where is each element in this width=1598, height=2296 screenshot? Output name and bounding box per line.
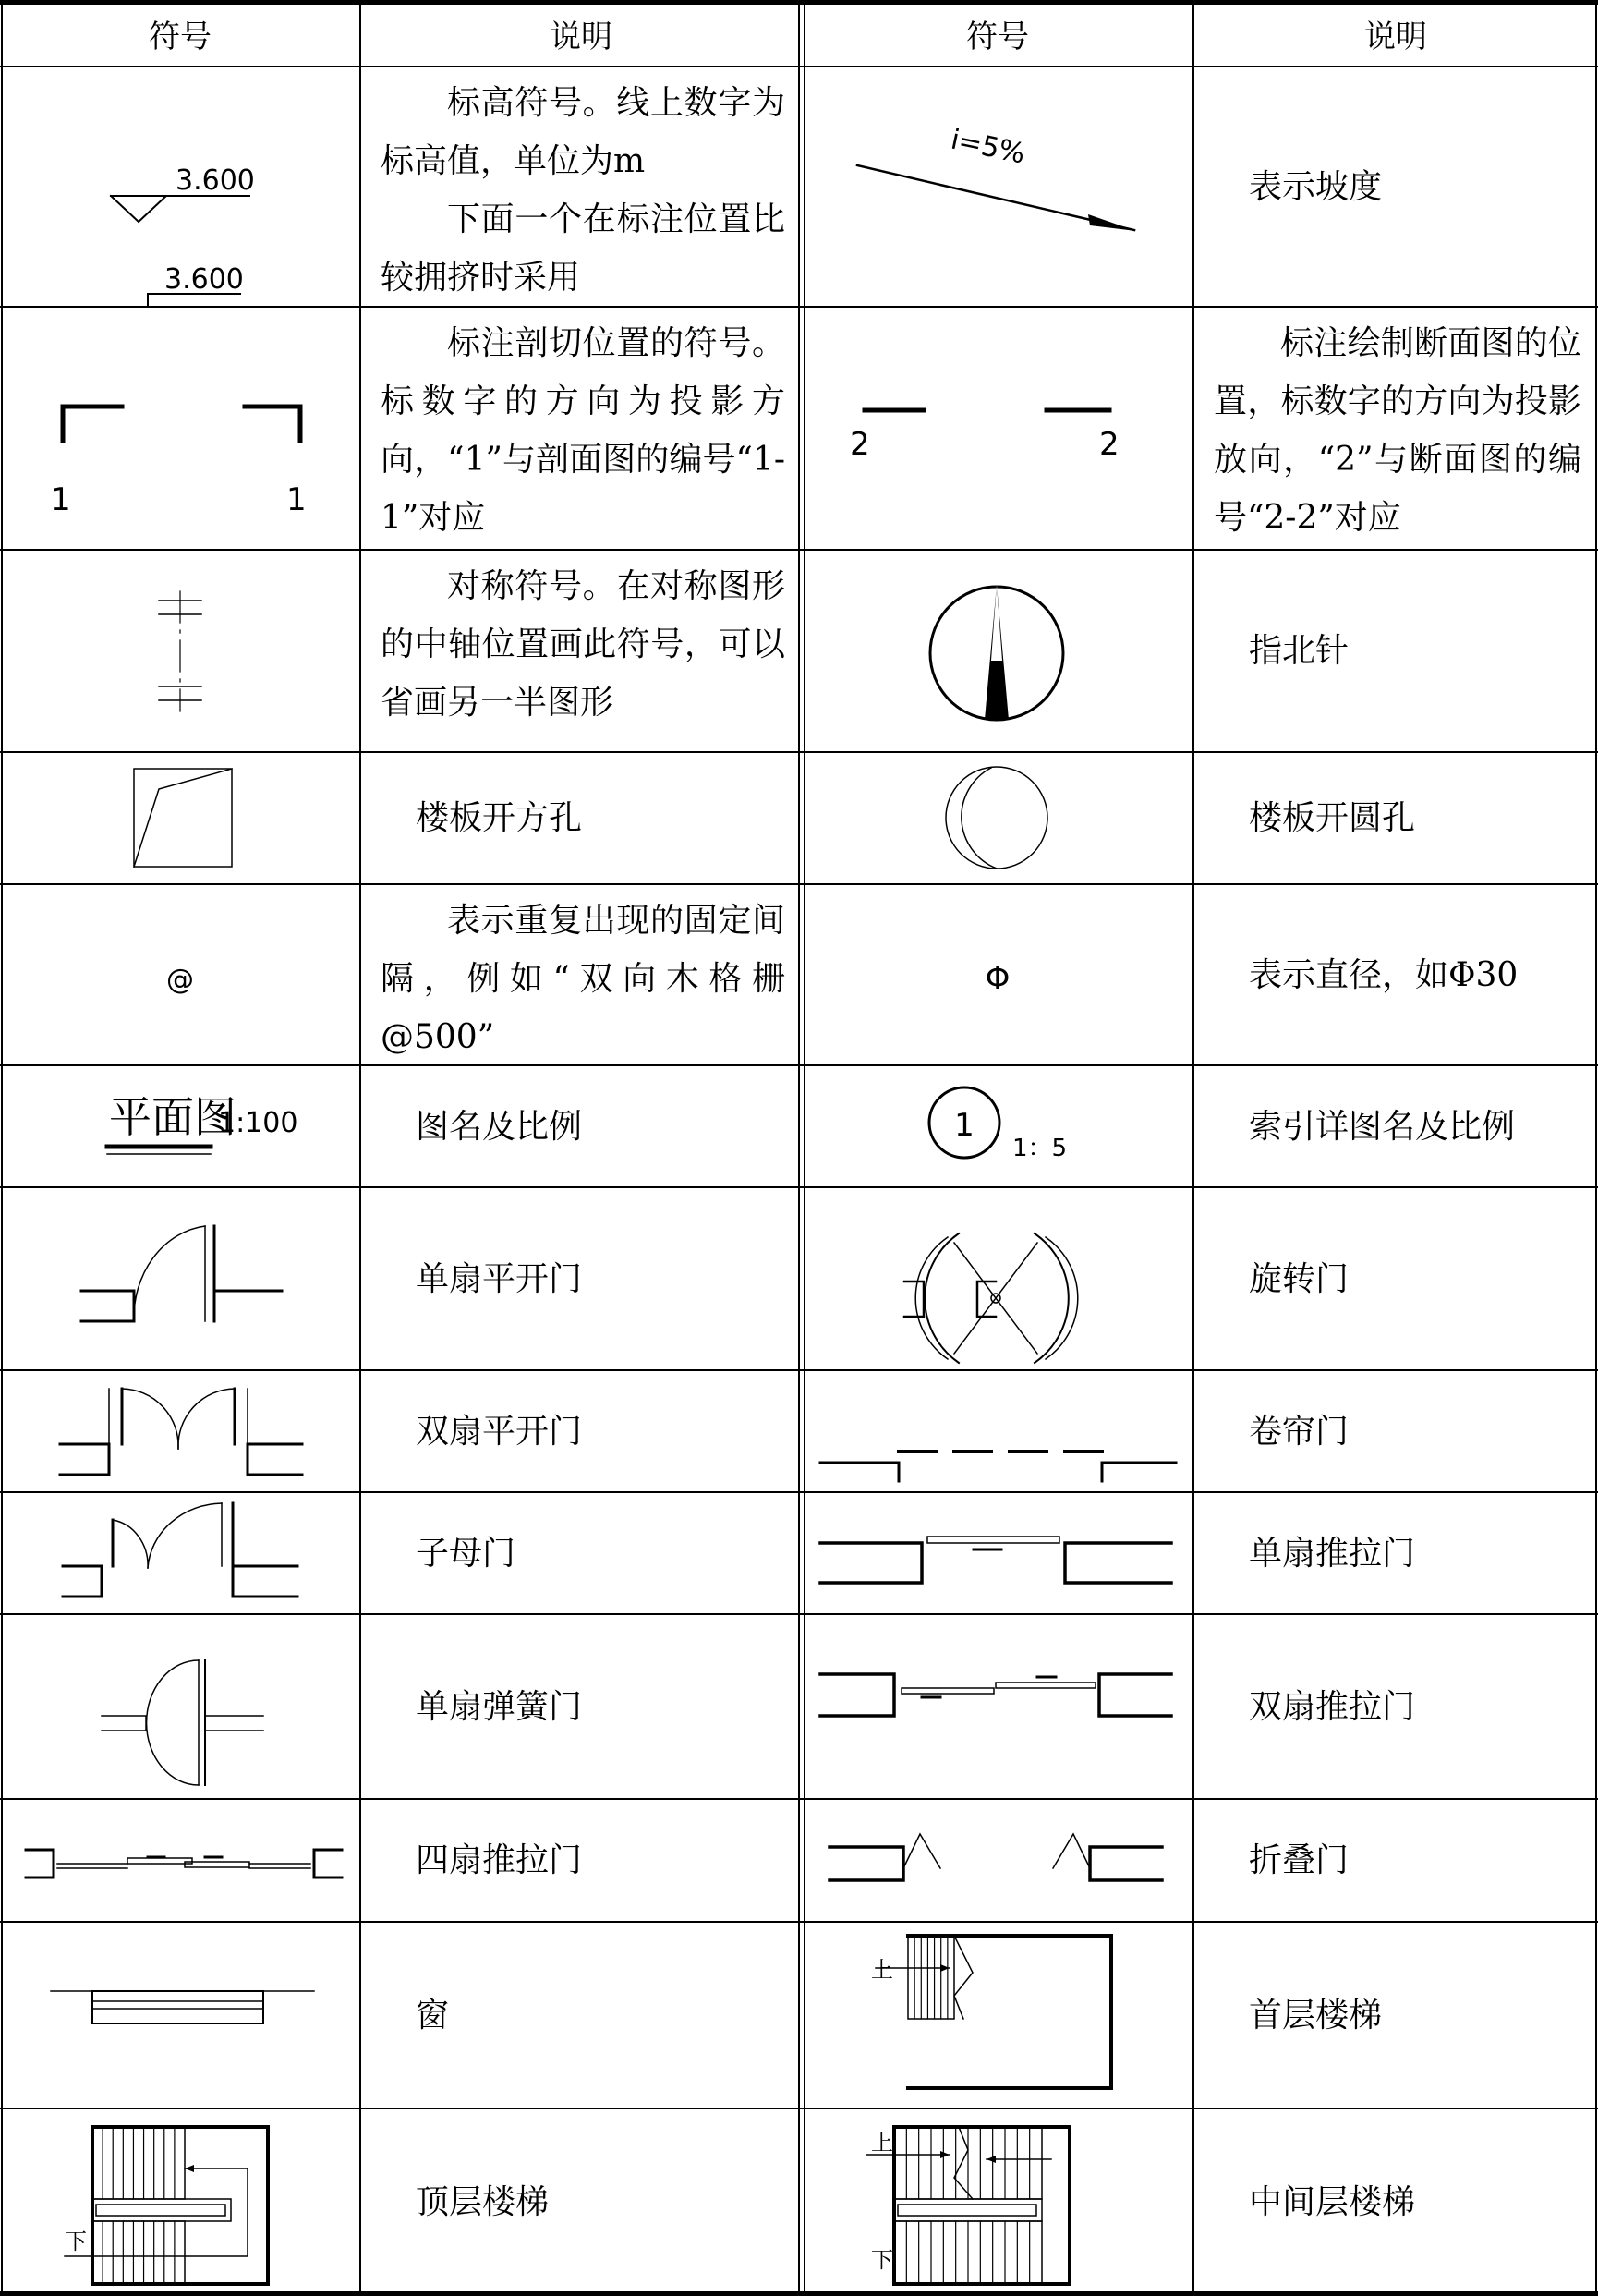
symbol-label: 上 [871, 1957, 893, 1983]
symbol-label: 3.600 [176, 164, 255, 197]
round-hole-symbol [802, 752, 1193, 884]
symbol-label: 1 [954, 1107, 975, 1144]
single-spring-door-drawing [0, 1614, 360, 1799]
explanation-cell [1193, 2108, 1598, 2296]
revolving-door [802, 1187, 1193, 1370]
index-detail-symbol-drawing [802, 1065, 1193, 1187]
explanation-cell [1193, 1492, 1598, 1614]
explanation-text: 楼板开方孔 [416, 799, 583, 837]
section-plane-symbol [802, 307, 1193, 550]
explanation-cell [360, 884, 802, 1065]
explanation-cell [360, 67, 802, 307]
single-spring-door [0, 1614, 360, 1799]
column-rule [798, 0, 800, 2296]
explanation-text: 标注绘制断面图的位置，标数字的方向为投影放向，“2”与断面图的编号“2-2”对应 [1214, 324, 1581, 537]
round-hole-symbol-drawing [802, 752, 1193, 884]
symbol-label: 1：5 [1012, 1135, 1068, 1162]
explanation-text: 下面一个在标注位置比较拥挤时采用 [381, 200, 785, 297]
rolling-shutter-door-drawing [802, 1370, 1193, 1492]
interval-symbol-drawing [0, 884, 360, 1065]
explanation-cell [1193, 1065, 1598, 1187]
explanation-cell [360, 1187, 802, 1370]
double-sliding-door [802, 1614, 1193, 1799]
explanation-text: 标高符号。线上数字为标高值，单位为m [381, 84, 785, 180]
explanation-text: 图名及比例 [416, 1107, 583, 1146]
explanation-header: 说明 [550, 18, 612, 55]
symbol-label: 1 [51, 481, 71, 518]
explanation-cell [1193, 1187, 1598, 1370]
top-floor-stair [0, 2108, 360, 2296]
revolving-door-drawing [802, 1187, 1193, 1370]
explanation-cell [1193, 884, 1598, 1065]
drawing-title-symbol-drawing [0, 1065, 360, 1187]
four-panel-sliding-door-drawing [0, 1799, 360, 1922]
explanation-text: 单扇弹簧门 [416, 1687, 583, 1726]
top-floor-stair-drawing [0, 2108, 360, 2296]
explanation-text: 对称符号。在对称图形的中轴位置画此符号，可以省画另一半图形 [381, 567, 785, 722]
ground-floor-stair-drawing [802, 1922, 1193, 2108]
column-rule [804, 0, 805, 2296]
column-rule [1595, 0, 1597, 2296]
elevation-symbol-drawing [0, 67, 360, 307]
symbol-label: 1:100 [218, 1107, 298, 1139]
four-panel-sliding-door [0, 1799, 360, 1922]
explanation-text: 折叠门 [1249, 1841, 1350, 1879]
diameter-symbol [802, 884, 1193, 1065]
explanation-text: 中间层楼梯 [1249, 2183, 1416, 2221]
middle-floor-stair [802, 2108, 1193, 2296]
explanation-text: 楼板开圆孔 [1249, 799, 1416, 837]
symbol-label: 2 [1099, 426, 1120, 463]
elevation-symbol [0, 67, 360, 307]
double-swing-door [0, 1370, 360, 1492]
column-rule [1, 0, 3, 2296]
section-cut-symbol-drawing [0, 307, 360, 550]
symbol-header: 符号 [149, 18, 212, 55]
middle-floor-stair-drawing [802, 2108, 1193, 2296]
single-sliding-door [802, 1492, 1193, 1614]
symbol-label: 上 [871, 2130, 893, 2156]
symmetry-symbol [0, 550, 360, 752]
single-sliding-door-drawing [802, 1492, 1193, 1614]
single-swing-door-drawing [0, 1187, 360, 1370]
symbol-label: 平面图 [109, 1092, 236, 1142]
unequal-double-door [0, 1492, 360, 1614]
explanation-text: 表示重复出现的固定间隔，例如“双向木格栅@500” [381, 902, 785, 1056]
symmetry-symbol-drawing [0, 550, 360, 752]
explanation-text: 旋转门 [1249, 1259, 1350, 1298]
explanation-text: 窗 [416, 1996, 450, 2035]
explanation-header: 说明 [1364, 18, 1427, 55]
slope-symbol [802, 67, 1193, 307]
double-sliding-door-drawing [802, 1614, 1193, 1799]
explanation-text: 顶层楼梯 [416, 2183, 550, 2221]
explanation-text: 双扇平开门 [416, 1412, 583, 1451]
explanation-cell [1193, 550, 1598, 752]
explanation-cell [360, 1799, 802, 1922]
symbol-label: 3.600 [164, 263, 244, 296]
symbol-label: Φ [985, 960, 1011, 997]
symbol-label: 下 [65, 2229, 87, 2254]
slope-symbol-drawing [802, 67, 1193, 307]
symbol-label: 1 [286, 481, 307, 518]
explanation-text: 索引详图名及比例 [1249, 1107, 1516, 1146]
north-arrow-symbol-drawing [802, 550, 1193, 752]
explanation-cell [1193, 1922, 1598, 2108]
symbol-header: 符号 [966, 18, 1029, 55]
explanation-cell [360, 1614, 802, 1799]
square-hole-symbol [0, 752, 360, 884]
ground-floor-stair [802, 1922, 1193, 2108]
rolling-shutter-door [802, 1370, 1193, 1492]
explanation-cell [360, 1370, 802, 1492]
explanation-text: 首层楼梯 [1249, 1996, 1383, 2035]
drawing-title-symbol [0, 1065, 360, 1187]
explanation-cell [1193, 307, 1598, 550]
interval-symbol [0, 884, 360, 1065]
explanation-text: 双扇推拉门 [1249, 1687, 1416, 1726]
explanation-cell [1193, 752, 1598, 884]
square-hole-symbol-drawing [0, 752, 360, 884]
explanation-text: 标注剖切位置的符号。标数字的方向为投影方向，“1”与剖面图的编号“1-1”对应 [381, 324, 785, 537]
index-detail-symbol [802, 1065, 1193, 1187]
column-rule [1192, 0, 1194, 2296]
section-cut-symbol [0, 307, 360, 550]
folding-door-drawing [802, 1799, 1193, 1922]
explanation-cell [360, 1065, 802, 1187]
explanation-text: 四扇推拉门 [416, 1841, 583, 1879]
explanation-cell [1193, 67, 1598, 307]
explanation-cell [360, 307, 802, 550]
diameter-symbol-drawing [802, 884, 1193, 1065]
explanation-text: 卷帘门 [1249, 1412, 1350, 1451]
column-rule [359, 0, 361, 2296]
explanation-text: 表示坡度 [1249, 167, 1383, 206]
folding-door [802, 1799, 1193, 1922]
explanation-cell [1193, 1370, 1598, 1492]
explanation-text: 表示直径，如Φ30 [1249, 955, 1519, 994]
explanation-cell [1193, 1799, 1598, 1922]
explanation-cell [360, 1492, 802, 1614]
explanation-text: 子母门 [416, 1534, 516, 1573]
symbol-label: @ [166, 964, 194, 996]
explanation-cell [360, 752, 802, 884]
section-plane-symbol-drawing [802, 307, 1193, 550]
explanation-cell [360, 550, 802, 752]
north-arrow-symbol [802, 550, 1193, 752]
single-swing-door [0, 1187, 360, 1370]
explanation-cell [1193, 1614, 1598, 1799]
explanation-cell [360, 1922, 802, 2108]
window [0, 1922, 360, 2108]
double-swing-door-drawing [0, 1370, 360, 1492]
window-drawing [0, 1922, 360, 2108]
explanation-cell [360, 2108, 802, 2296]
symbol-label: i=5% [948, 123, 1028, 171]
explanation-text: 单扇平开门 [416, 1259, 583, 1298]
symbol-label: 2 [850, 426, 870, 463]
explanation-text: 指北针 [1249, 632, 1350, 670]
explanation-text: 单扇推拉门 [1249, 1534, 1416, 1573]
unequal-double-door-drawing [0, 1492, 360, 1614]
symbol-label: 下 [871, 2247, 893, 2273]
